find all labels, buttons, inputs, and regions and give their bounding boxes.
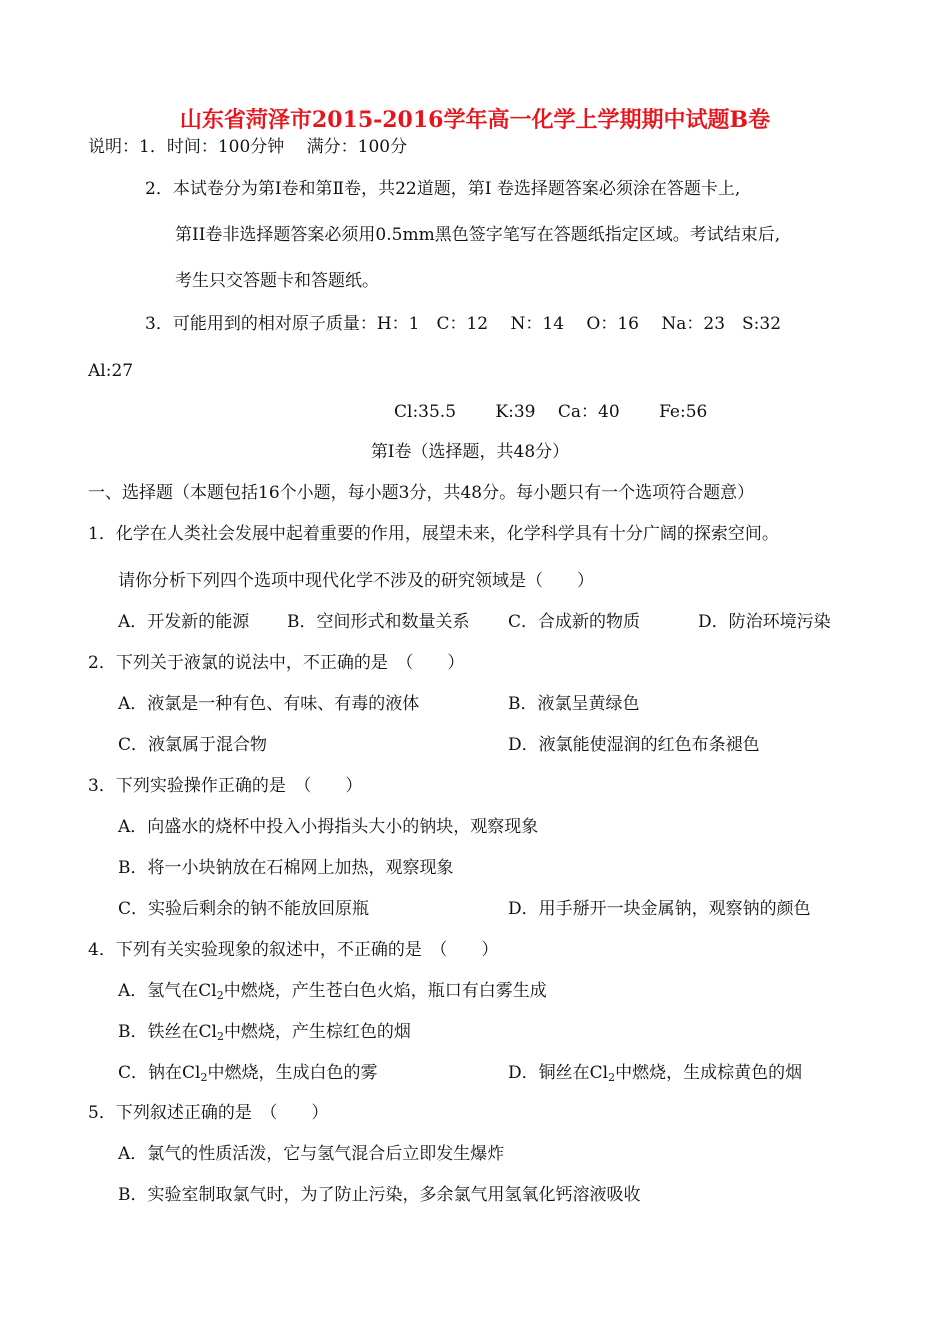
q4-option-d	[508, 1062, 802, 1084]
q4-option-a-post: 中燃烧，产生苍白色火焰，瓶口有白雾生成	[223, 981, 547, 1001]
q1-stem: 1．化学在人类社会发展中起着重要的作用，展望未来，化学科学具有十分广阔的探索空间。	[88, 524, 779, 544]
q1-option-b: B．空间形式和数量关系	[287, 612, 470, 632]
q4-option-d-post: 中燃烧，生成棕黄色的烟	[615, 1063, 803, 1083]
q4-option-b-pre: B．铁丝在Cl	[118, 1022, 217, 1042]
note-time-score: 说明：1．时间：100分钟 满分：100分	[88, 137, 408, 157]
note-atomic-mass: 3．可能用到的相对原子质量：H：1 C：12 N：14 O：16 Na：23 S:32	[145, 314, 782, 334]
exam-title: 山东省菏泽市2015-2016学年高一化学上学期期中试题B卷	[179, 107, 771, 133]
q4-option-a	[118, 980, 547, 1002]
q1-option-c: C．合成新的物质	[508, 612, 641, 632]
q1-option-d: D．防治环境污染	[698, 612, 831, 632]
q4-option-a-pre: A．氢气在Cl	[118, 981, 217, 1001]
q2-stem: 2．下列关于液氯的说法中，不正确的是 （ ）	[88, 653, 465, 673]
note-submit: 考生只交答题卡和答题纸。	[175, 271, 379, 291]
q3-option-d: D．用手掰开一块金属钠，观察钠的颜色	[508, 899, 811, 919]
note-structure: 2．本试卷分为第Ⅰ卷和第Ⅱ卷，共22道题，第Ⅰ 卷选择题答案必须涂在答题卡上,	[145, 179, 741, 199]
q1-stem-cont: 请你分析下列四个选项中现代化学不涉及的研究领域是（ ）	[118, 571, 594, 591]
q3-option-b: B．将一小块钠放在石棉网上加热，观察现象	[118, 858, 454, 878]
q4-option-a-sub: 2	[216, 989, 224, 1002]
q3-option-c: C．实验后剩余的钠不能放回原瓶	[118, 899, 370, 919]
q1-option-a: A．开发新的能源	[118, 612, 250, 632]
q4-option-b-post: 中燃烧，产生棕红色的烟	[223, 1022, 411, 1042]
part-heading: 一、选择题（本题包括16个小题，每小题3分，共48分。每小题只有一个选项符合题意）	[88, 483, 755, 503]
q2-option-c: C．液氯属于混合物	[118, 735, 268, 755]
q3-stem: 3．下列实验操作正确的是 （ ）	[88, 776, 363, 796]
q5-option-b: B．实验室制取氯气时，为了防止污染，多余氯气用氢氧化钙溶液吸收	[118, 1185, 641, 1205]
note-atomic-mass-al: Al:27	[88, 361, 134, 381]
note-answer-sheet: 第II卷非选择题答案必须用0.5mm黑色签字笔写在答题纸指定区域。考试结束后,	[175, 225, 781, 245]
q4-option-b	[118, 1021, 411, 1043]
q2-option-d: D．液氯能使湿润的红色布条褪色	[508, 735, 760, 755]
q4-option-d-sub: 2	[608, 1071, 616, 1084]
q4-option-b-sub: 2	[216, 1030, 224, 1043]
section-title: 第Ⅰ卷（选择题，共48分）	[370, 442, 570, 462]
q4-option-d-pre: D．铜丝在Cl	[508, 1063, 609, 1083]
q3-option-a: A．向盛水的烧杯中投入小拇指头大小的钠块，观察现象	[118, 817, 539, 837]
q5-option-a: A．氯气的性质活泼，它与氢气混合后立即发生爆炸	[118, 1144, 505, 1164]
q4-option-c-post: 中燃烧，生成白色的雾	[207, 1063, 378, 1083]
note-atomic-mass-more: Cl:35.5 K:39 Ca：40 Fe:56	[394, 402, 708, 422]
q4-option-c-pre: C．钠在Cl	[118, 1063, 201, 1083]
q4-option-c	[118, 1062, 377, 1084]
q5-stem: 5．下列叙述正确的是 （ ）	[88, 1103, 329, 1123]
q4-stem: 4．下列有关实验现象的叙述中，不正确的是 （ ）	[88, 940, 499, 960]
q4-option-c-sub: 2	[200, 1071, 208, 1084]
q2-option-a: A．液氯是一种有色、有味、有毒的液体	[118, 694, 420, 714]
q2-option-b: B．液氯呈黄绿色	[508, 694, 640, 714]
